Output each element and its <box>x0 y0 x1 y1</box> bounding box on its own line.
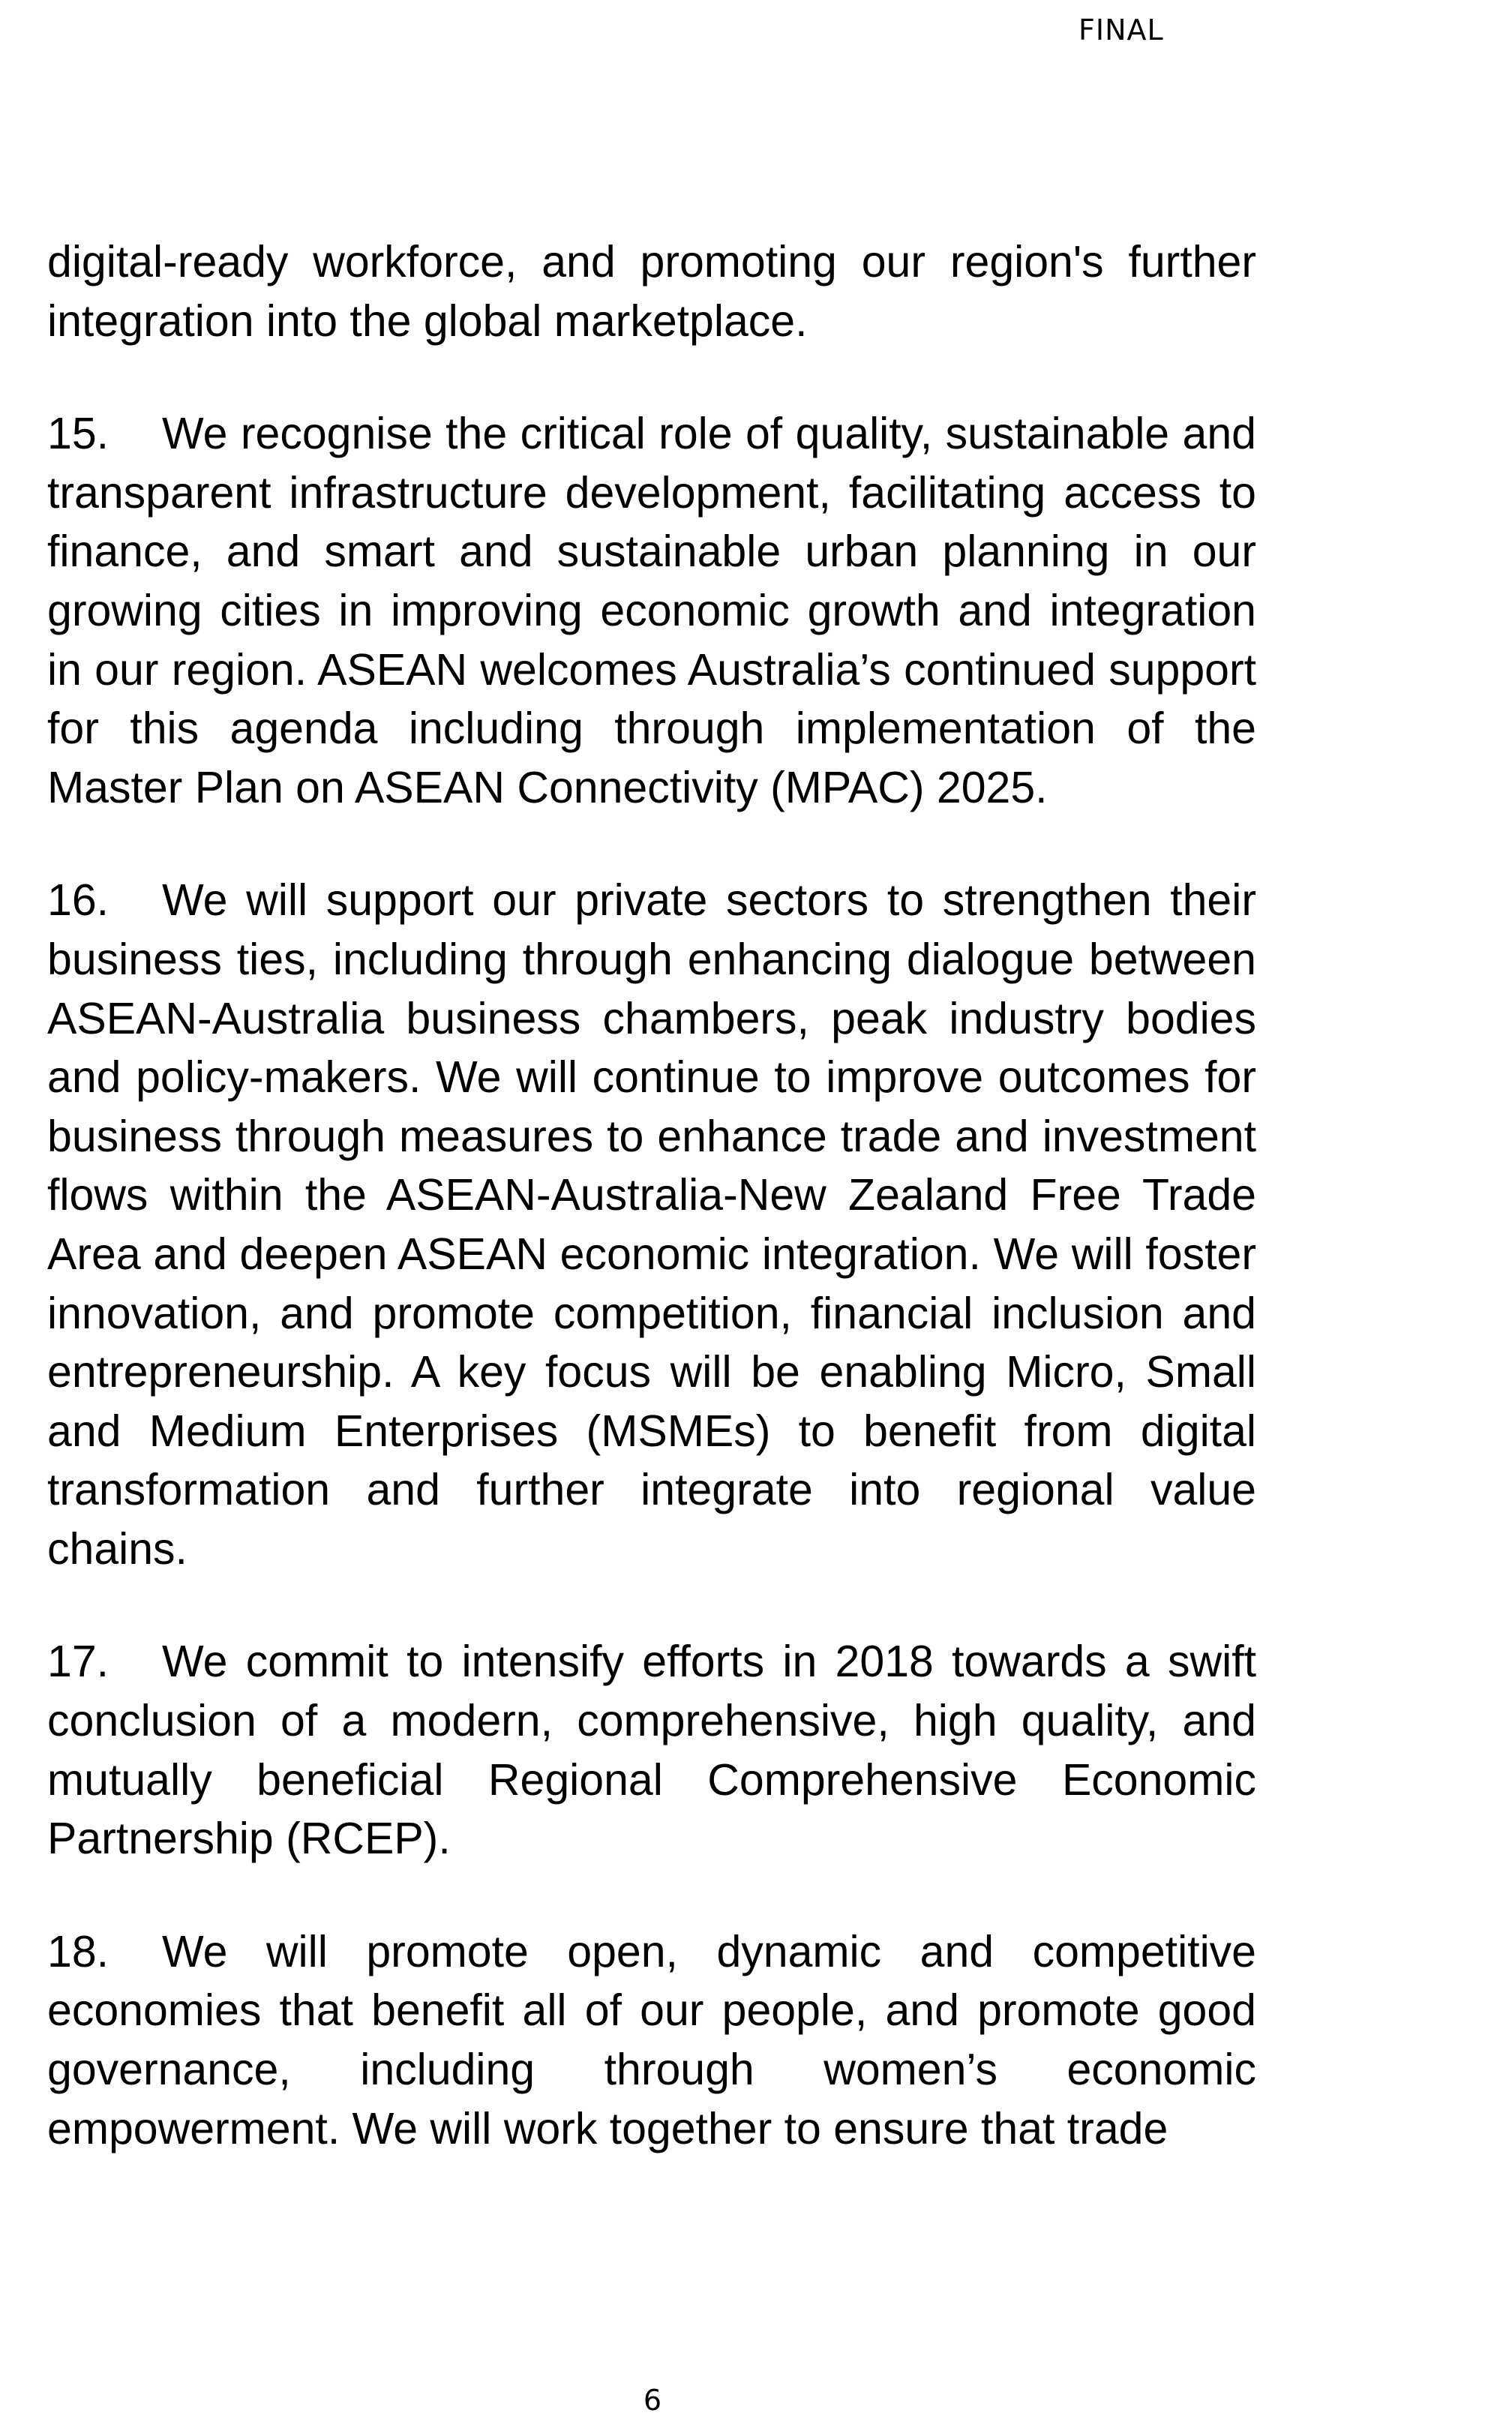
paragraph-text: We commit to intensify efforts in 2018 towards a swift conclusion of a modern, comprehensive, high quality, and mutually beneficial Regional Comprehensive Economic Partnership (RCEP). <box>47 1637 1256 1864</box>
paragraph-text: We will promote open, dynamic and competitive economies that benefit all of our people, and promote good governance, including through women’s economic empowerment. We will work together to ensure that trade <box>47 1926 1256 2153</box>
document-status-label: FINAL <box>1078 14 1164 47</box>
paragraph-number: 17. <box>47 1637 110 1687</box>
paragraph-text: We recognise the critical role of quality, sustainable and transparent infrastructure development, facilitating access to finance, and smart and sustainable urban planning in our growing cities in improving economic growth and integration in our region. ASEAN welcomes Australia’s continued support for this agenda including through implementation of the Master Plan on ASEAN Connectivity (MPAC) 2025. <box>47 409 1256 812</box>
paragraph-number: 16. <box>47 875 110 926</box>
document-body <box>47 233 1256 2212</box>
paragraph-number: 15. <box>47 409 110 459</box>
paragraph-17 <box>47 1632 1256 1868</box>
paragraph-15 <box>47 404 1256 817</box>
paragraph-number: 18. <box>47 1926 110 1976</box>
page-number: 6 <box>643 2384 662 2417</box>
paragraph-18 <box>47 1922 1256 2158</box>
continued-paragraph: digital-ready workforce, and promoting our region's further integration into the global marketplace. <box>47 237 1256 346</box>
paragraph-16 <box>47 871 1256 1578</box>
paragraph-text: We will support our private sectors to strengthen their business ties, including through enhancing dialogue between ASEAN-Australia business chambers, peak industry bodies and policy-makers. We will continue to improve outcomes for business through measures to enhance trade and investment flows within the ASEAN-Australia-New Zealand Free Trade Area and deepen ASEAN economic integration. We will foster innovation, and promote competition, financial inclusion and entrepreneurship. A key focus will be enabling Micro, Small and Medium Enterprises (MSMEs) to benefit from digital transformation and further integrate into regional value chains. <box>47 875 1256 1574</box>
